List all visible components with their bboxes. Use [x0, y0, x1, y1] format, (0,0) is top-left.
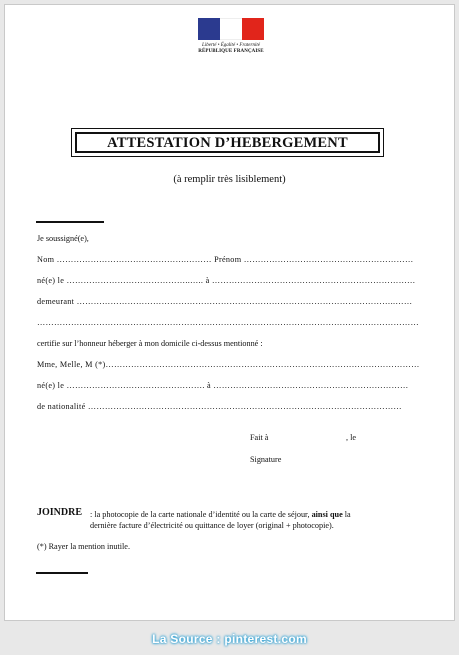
logo-republic: RÉPUBLIQUE FRANÇAISE: [198, 49, 264, 54]
birth-line-2: né(e) le …………………………………………. à ……………………………………………………………: [37, 381, 409, 390]
attach-text-2: la: [344, 510, 351, 519]
logo-motto: Liberté • Égalité • Fraternité: [202, 43, 260, 48]
date-label: , le: [346, 433, 357, 442]
tricolor-flag-icon: [198, 18, 264, 40]
source-caption: La Source : pinterest.com: [152, 632, 307, 646]
attach-label: JOINDRE: [37, 507, 83, 518]
marianne-logo: [196, 18, 266, 55]
title-frame: [71, 128, 384, 157]
attach-text-1: : la photocopie de la carte nationale d’identité ou la carte de séjour,: [90, 510, 310, 519]
undersigned-label: Je soussigné(e),: [37, 234, 89, 243]
birth-line: né(e) le ……………………………………..….. à ………………………………………………………………: [37, 276, 416, 285]
document-subtitle: (à remplir très lisiblement): [173, 174, 286, 185]
continuation-line: ………………………………………………………………………………………………………………………: [37, 318, 419, 327]
attach-text-3: dernière facture d’électricité ou quittance de loyer (original + photocopie).: [90, 521, 334, 530]
signature-label: Signature: [250, 455, 282, 464]
residing-line: demeurant …………………………………………………………………………………………………..……: [37, 297, 413, 306]
nationality-line: de nationalité …………………………………………………………………………………………………: [37, 402, 402, 411]
name-line: Nom ……………………………………….……… Prénom ……………………………………………………: [37, 255, 414, 264]
document-title: ATTESTATION D’HEBERGEMENT: [75, 132, 380, 153]
attach-bold: ainsi que: [311, 510, 343, 519]
civility-line: Mme, Melle, M (*)…………………………………………………………………………………………………: [37, 360, 420, 369]
done-at-label: Fait à: [250, 433, 269, 442]
attach-text: [90, 510, 351, 520]
footnote: (*) Rayer la mention inutile.: [37, 542, 130, 551]
top-rule: [36, 221, 104, 223]
bottom-rule: [36, 572, 88, 574]
certify-line: certifie sur l’honneur héberger à mon domicile ci-dessus mentionné :: [37, 339, 263, 348]
